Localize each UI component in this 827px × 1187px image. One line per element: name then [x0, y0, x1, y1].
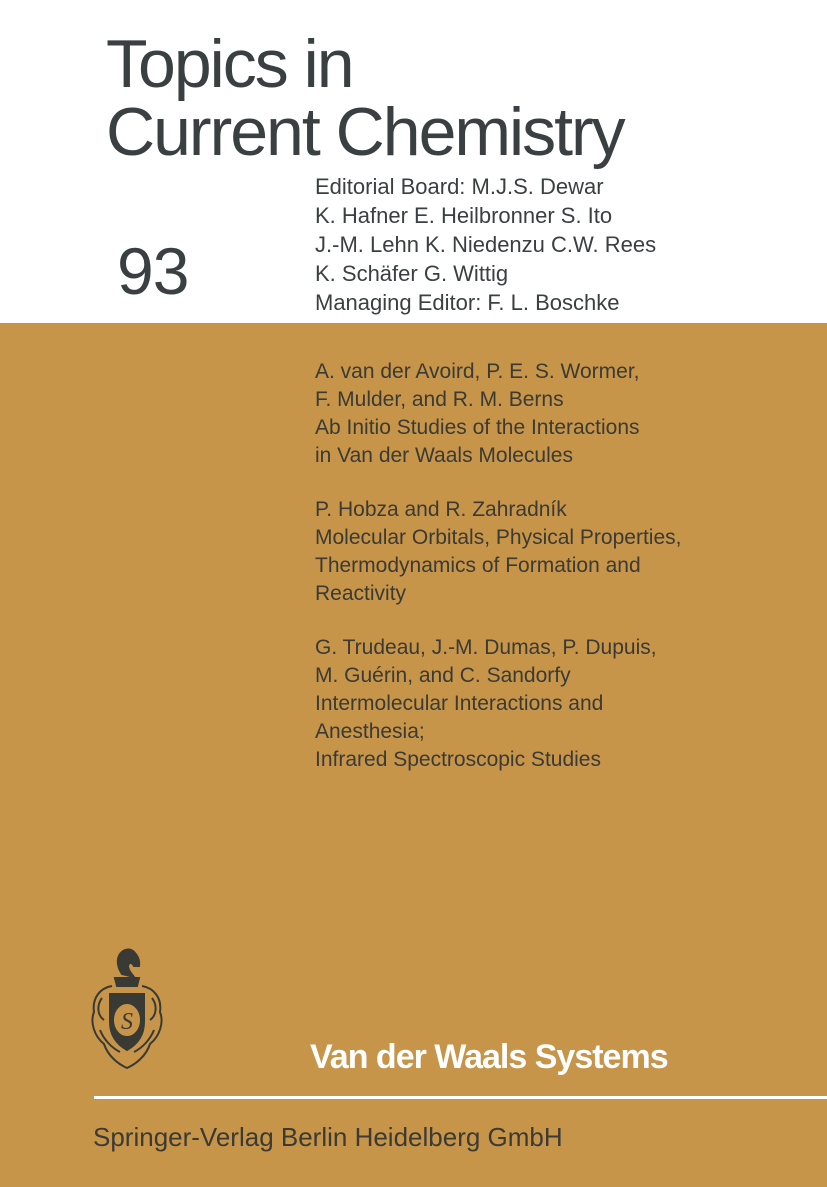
article-authors: A. van der Avoird, P. E. S. Wormer, [315, 360, 640, 383]
article-authors: F. Mulder, and R. M. Berns [315, 388, 564, 411]
managing-editor-line: Managing Editor: F. L. Boschke [315, 290, 620, 315]
article-authors: G. Trudeau, J.-M. Dumas, P. Dupuis, [315, 636, 657, 659]
article-title: in Van der Waals Molecules [315, 444, 573, 467]
editorial-board-line: K. Schäfer G. Wittig [315, 261, 509, 286]
article-title: Reactivity [315, 582, 407, 605]
editorial-board-line: J.-M. Lehn K. Niedenzu C.W. Rees [315, 232, 657, 257]
article-title: Anesthesia; [315, 720, 425, 743]
article-authors: M. Guérin, and C. Sandorfy [315, 664, 571, 687]
editorial-board-line: Editorial Board: M.J.S. Dewar [315, 174, 604, 199]
article-title: Molecular Orbitals, Physical Properties, [315, 526, 682, 549]
series-title-line-1: Topics in [106, 26, 353, 102]
article-title: Thermodynamics of Formation and [315, 554, 641, 577]
book-title: Van der Waals Systems [310, 1038, 668, 1076]
publisher-name: Springer-Verlag Berlin Heidelberg GmbH [93, 1122, 563, 1152]
editorial-board [315, 172, 656, 317]
volume-number: 93 [117, 234, 189, 308]
article-entry [315, 634, 681, 774]
series-title [106, 26, 624, 170]
article-title: Intermolecular Interactions and [315, 692, 604, 715]
title-rule-divider [94, 1096, 827, 1099]
article-entry [315, 358, 681, 470]
article-entry [315, 496, 681, 608]
contents-list [315, 358, 681, 800]
series-title-line-2: Current Chemistry [106, 94, 624, 170]
logo-letter: S [121, 1009, 133, 1035]
article-title: Ab Initio Studies of the Interactions [315, 416, 640, 439]
editorial-board-line: K. Hafner E. Heilbronner S. Ito [315, 203, 613, 228]
springer-knight-logo-icon [82, 944, 172, 1076]
article-authors: P. Hobza and R. Zahradník [315, 498, 567, 521]
article-title: Infrared Spectroscopic Studies [315, 748, 601, 771]
